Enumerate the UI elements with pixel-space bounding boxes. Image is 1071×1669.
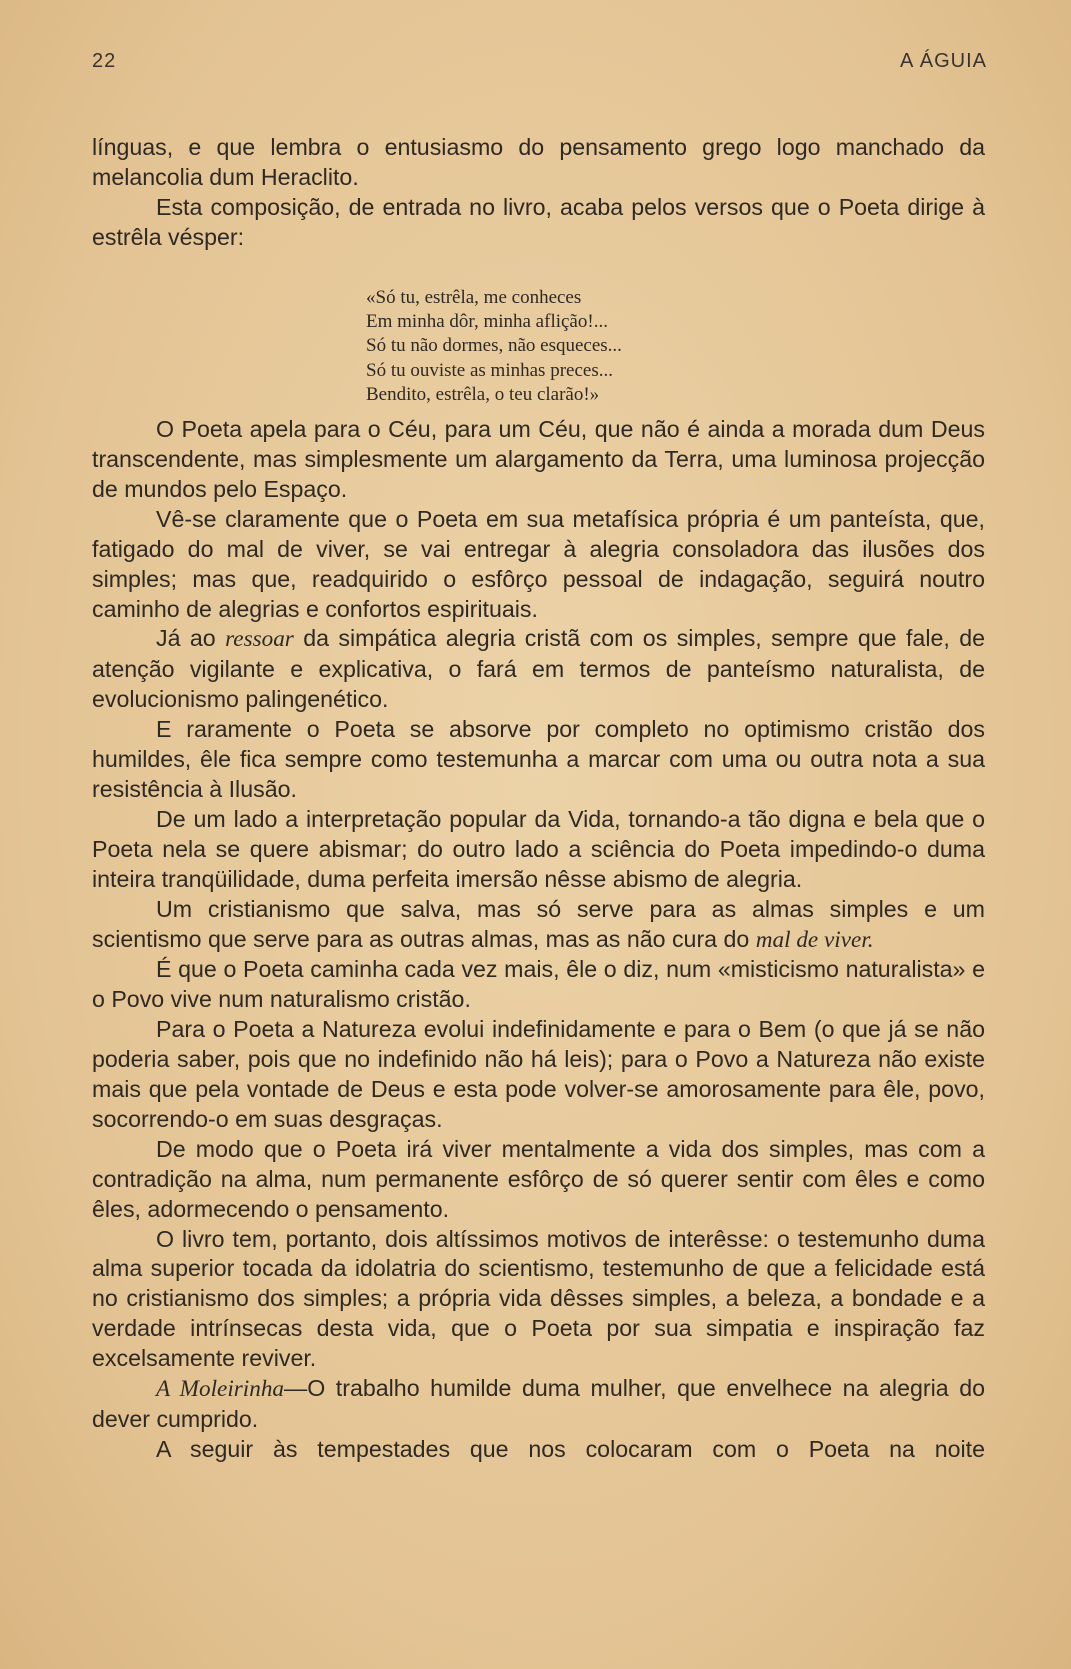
verse-line-2: Em minha dôr, minha aflição!... — [366, 310, 608, 332]
italic-ressoar: ressoar — [225, 626, 294, 653]
paragraph-14: A seguir às tempestades que nos colocaram com o Poeta na noite — [156, 1435, 985, 1462]
italic-a-moleirinha: A Moleirinha — [156, 1376, 285, 1403]
running-header — [92, 50, 987, 80]
verse-line-3: Só tu não dormes, não esqueces... — [366, 335, 622, 357]
verse-line-1: «Só tu, estrêla, me conheces — [366, 286, 582, 308]
paragraph-5 — [92, 624, 985, 715]
paragraph-5-end: da simpática alegria cristã com os simples, sempre que fale, de atenção vigilante e explicativa, o fará em termos de panteísmo naturalista, de evolucionismo palingenético. — [92, 625, 986, 713]
page-number: 22 — [92, 50, 117, 72]
verse-quote — [366, 286, 985, 407]
verse-line-4: Só tu ouviste as minhas preces... — [366, 359, 613, 381]
paragraph-12: O livro tem, portanto, dois altíssimos motivos de interêsse: o testemunho duma alma superior tocada da idolatria do scientismo, testemunho de que a felicidade está no cristianismo dos simples; a própria vida dêsses simples, a beleza, a bondade e a verdade intrínsecas desta vida, que o Poeta por sua simpatia e inspiração faz excelsamente reviver. — [92, 1225, 985, 1372]
paragraph-10: Para o Poeta a Natureza evolui indefinidamente e para o Bem (o que já se não poderia saber, pois que no indefinido não há leis); para o Povo a Natureza não existe mais que pela vontade de Deus e esta pode volver-se amorosamente para êle, povo, socorrendo-o em suas desgraças. — [92, 1016, 985, 1132]
paragraph-7: De um lado a interpretação popular da Vida, tornando-a tão digna e bela que o Poeta nela se quere abismar; do outro lado a sciência do Poeta impedindo-o duma inteira tranqüilidade, duma perfeita imersão nêsse abismo de alegria. — [92, 805, 985, 892]
paragraph-3: O Poeta apela para o Céu, para um Céu, que não é ainda a morada dum Deus transcendente, mas simplesmente um alargamento da Terra, uma luminosa projecção de mundos pelo Espaço. — [92, 416, 985, 502]
paragraph-5-start: Já ao — [156, 625, 226, 652]
page-body — [92, 133, 985, 1465]
paragraph-6: E raramente o Poeta se absorve por completo no optimismo cristão dos humildes, êle fica sempre como testemunha a marcar com uma ou outra nota a sua resistência à Ilusão. — [92, 716, 985, 802]
paragraph-8-start: Um cristianismo que salva, mas só serve para as almas simples e um scientismo que serve para as outras almas, mas as não cura do — [92, 895, 985, 952]
paragraph-2: Esta composição, de entrada no livro, acaba pelos versos que o Poeta dirige à estrêla vésper: — [92, 193, 985, 250]
paragraph-8 — [92, 895, 985, 956]
paragraph-4: Vê-se claramente que o Poeta em sua metafísica própria é um panteísta, que, fatigado do mal de viver, se vai entregar à alegria consoladora das ilusões dos simples; mas que, readquirido o esfôrço pessoal de indagação, seguirá noutro caminho de alegrias e confortos espirituais. — [92, 505, 985, 622]
paragraph-11: De modo que o Poeta irá viver mentalmente a vida dos simples, mas com a contradição na alma, num permanente esfôrço de só querer sentir com êles e como êles, adormecendo o pensamento. — [92, 1135, 985, 1222]
paragraph-1: línguas, e que lembra o entusiasmo do pensamento grego logo manchado da melancolia dum Heraclito. — [92, 134, 985, 190]
italic-mal-de-viver: mal de viver. — [755, 926, 874, 953]
paragraph-13 — [92, 1374, 985, 1435]
journal-title: A ÁGUIA — [899, 50, 987, 72]
paragraph-13-end: —O trabalho humilde duma mulher, que envelhece na alegria do dever cumprido. — [92, 1375, 986, 1433]
paragraph-9: É que o Poeta caminha cada vez mais, êle o diz, num «misticismo naturalista» e o Povo vive num naturalismo cristão. — [92, 956, 985, 1013]
verse-line-5: Bendito, estrêla, o teu clarão!» — [366, 383, 600, 405]
